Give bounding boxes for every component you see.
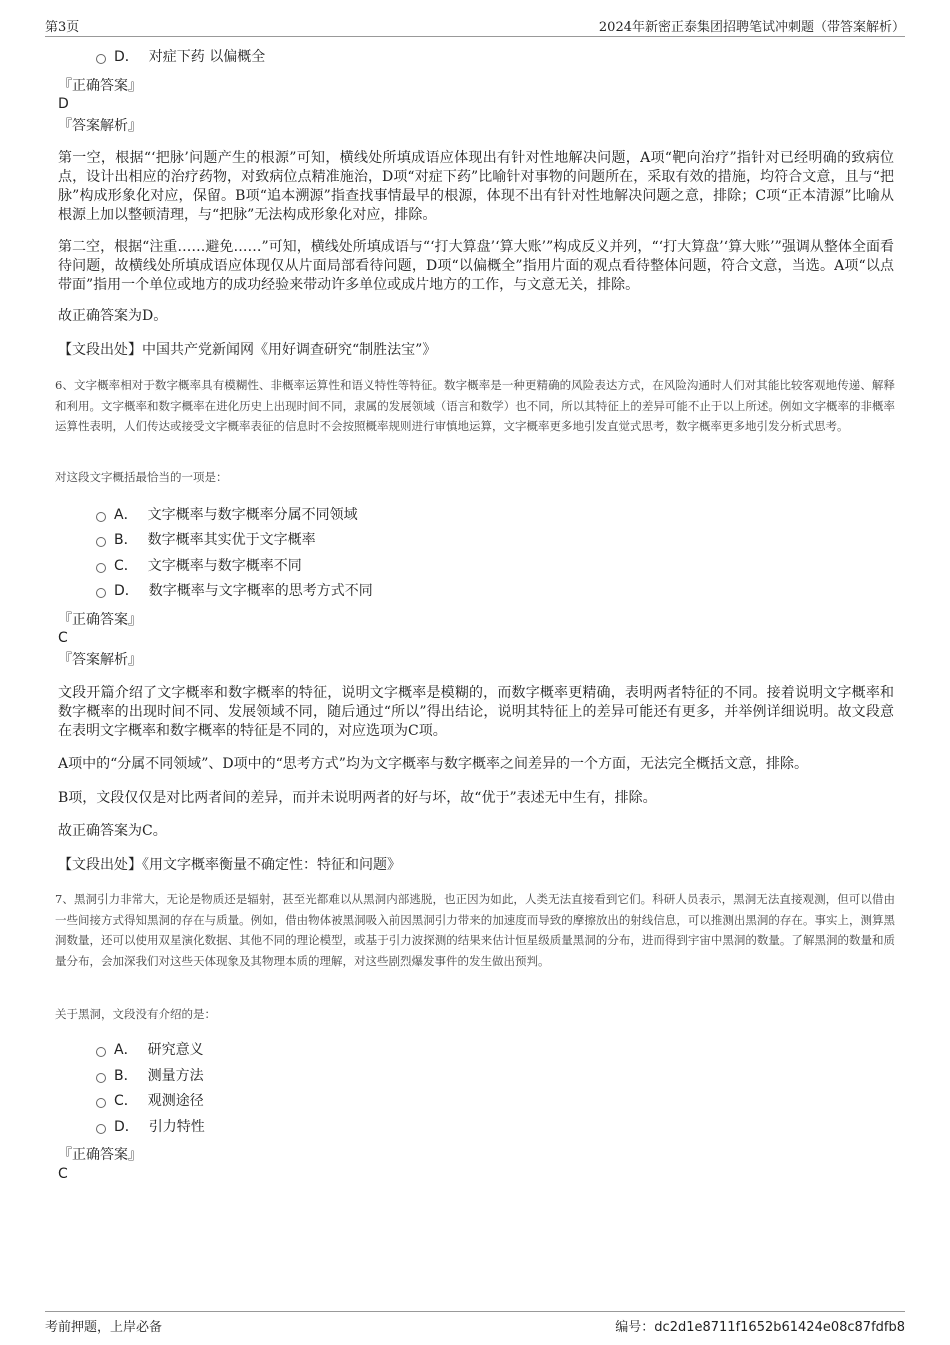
option-letter: A． [114, 1042, 138, 1058]
option-text: 研究意义 [147, 1042, 204, 1058]
question-stem: 7、黑洞引力非常大，无论是物质还是辐射，甚至光都难以从黑洞内部逃脱，也正因为如此，人类无法直接看到它们。科研人员表示，黑洞无法直接观测，但可以借由一些间接方式得知黑洞的存在与质量。例如，借由物体被黑洞吸入前因黑洞引力带来的加速度而导致的摩擦放出的射线信息，可以推测出黑洞的存在。事实上，测算黑洞数量，还可以使用双星演化数据、其他不同的理论模型，或基于引力波探测的结果来估计恒星级质量黑洞的分布，进而得到宇宙中黑洞的数量。了解黑洞的数量和质量分布，会加深我们对这些天体现象及其物理本质的理解，对这些剧烈爆发事件的发生做出预判。 [55, 892, 895, 968]
analysis-paragraph: A项中的“分属不同领域”、D项中的“思考方式”均为文字概率与数字概率之间差异的一个方面，无法完全概括文意，排除。 [58, 756, 808, 772]
radio-icon[interactable] [96, 1073, 106, 1083]
option-letter: B． [114, 1068, 138, 1084]
correct-answer: D [58, 96, 69, 112]
page-header [45, 14, 905, 37]
footer-slogan: 考前押题，上岸必备 [45, 1320, 163, 1335]
q7-option-c[interactable] [96, 1091, 204, 1111]
q7-option-b[interactable] [96, 1066, 204, 1086]
option-text: 对症下药 以偏概全 [148, 49, 266, 65]
analysis-conclusion: 故正确答案为C。 [58, 823, 167, 839]
option-text: 数字概率与文字概率的思考方式不同 [148, 583, 373, 599]
option-text: 文字概率与数字概率不同 [147, 558, 302, 574]
option-letter: D． [114, 1119, 139, 1135]
option-text: 数字概率其实优于文字概率 [147, 532, 316, 548]
analysis-label: 『答案解析』 [58, 652, 142, 668]
correct-answer-label: 『正确答案』 [58, 1147, 142, 1163]
q5-option-d[interactable] [96, 47, 265, 67]
correct-answer: C [58, 630, 68, 646]
q7-option-a[interactable] [96, 1040, 204, 1060]
radio-icon[interactable] [96, 54, 106, 64]
q7-option-d[interactable] [96, 1117, 205, 1137]
radio-icon[interactable] [96, 512, 106, 522]
option-text: 引力特性 [148, 1119, 205, 1135]
page-footer [45, 1311, 905, 1334]
source-citation: 【文段出处】《用文字概率衡量不确定性：特征和问题》 [58, 857, 401, 873]
correct-answer-label: 『正确答案』 [58, 78, 142, 94]
serial-number [615, 1316, 905, 1335]
correct-answer-label: 『正确答案』 [58, 612, 142, 628]
analysis-conclusion: 故正确答案为D。 [58, 308, 168, 324]
question-prompt: 对这段文字概括最恰当的一项是： [55, 470, 228, 484]
q6-option-b[interactable] [96, 530, 316, 550]
radio-icon[interactable] [96, 1047, 106, 1057]
question-prompt: 关于黑洞，文段没有介绍的是： [55, 1007, 216, 1021]
serial-value: dc2d1e8711f1652b61424e08c87fdfb8 [654, 1320, 905, 1335]
analysis-label: 『答案解析』 [58, 118, 142, 134]
page-number: 第3页 [45, 20, 80, 35]
document-title: 2024年新密正泰集团招聘笔试冲刺题（带答案解析） [598, 20, 905, 35]
analysis-paragraph: 第一空，根据“‘把脉’问题产生的根源”可知，横线处所填成语应体现出有针对性地解决问题，A项“靶向治疗”指针对已经明确的致病位点，设计出相应的治疗药物，对致病位点精准施治，D项“对症下药”比喻针对事物的问题所在，采取有效的措施，均符合文意，且与“把脉”构成形象化对应，保留。B项“追本溯源”指查找事情最早的根源，体现不出有针对性地解决问题之意，排除；C项“正本清源”比喻从根源上加以整顿清理，与“把脉”无法构成形象化对应，排除。 [58, 150, 894, 223]
radio-icon[interactable] [96, 563, 106, 573]
question-stem: 6、文字概率相对于数字概率具有模糊性、非概率运算性和语义特性等特征。数字概率是一种更精确的风险表达方式，在风险沟通时人们对其能比较客观地传递、解释和利用。文字概率和数字概率在进化历史上出现时间不同，隶属的发展领域（语言和数学）也不同，所以其特征上的差异可能不止于以上所述。例如文字概率的非概率运算性表明，人们传达或接受文字概率表征的信息时不会按照概率规则进行审慎地运算，文字概率更多地引发直觉式思考，数字概率更多地引发分析式思考。 [55, 378, 895, 433]
radio-icon[interactable] [96, 1124, 106, 1134]
correct-answer: C [58, 1166, 68, 1182]
option-letter: C． [114, 1093, 138, 1109]
option-text: 测量方法 [147, 1068, 204, 1084]
option-text: 观测途径 [147, 1093, 204, 1109]
option-letter: B． [114, 532, 138, 548]
option-letter: D． [114, 49, 139, 65]
q6-option-a[interactable] [96, 505, 358, 525]
option-letter: D． [114, 583, 139, 599]
option-letter: C． [114, 558, 138, 574]
analysis-paragraph: 第二空，根据“注重……避免……”可知，横线处所填成语与“‘打大算盘’‘算大账’”构成反义并列，“‘打大算盘’‘算大账’”强调从整体全面看待问题，故横线处所填成语应体现仅从片面局部看待问题，D项“以偏概全”指用片面的观点看待整体问题，符合文意，当选。A项“以点带面”指用一个单位或地方的成功经验来带动许多单位或成片地方的工作，与文意无关，排除。 [58, 239, 894, 293]
radio-icon[interactable] [96, 537, 106, 547]
source-citation: 【文段出处】中国共产党新闻网《用好调查研究“制胜法宝”》 [58, 342, 437, 358]
option-letter: A． [114, 507, 138, 523]
serial-label: 编号： [615, 1320, 655, 1335]
analysis-paragraph: B项，文段仅仅是对比两者间的差异，而并未说明两者的好与坏，故“优于”表述无中生有，排除。 [58, 790, 657, 806]
analysis-paragraph: 文段开篇介绍了文字概率和数字概率的特征，说明文字概率是模糊的，而数字概率更精确，表明两者特征的不同。接着说明文字概率和数字概率的出现时间不同、发展领域不同，随后通过“所以”得出结论，说明其特征上的差异可能还有更多，并举例详细说明。故文段意在表明文字概率和数字概率的特征是不同的，对应选项为C项。 [58, 685, 894, 739]
radio-icon[interactable] [96, 588, 106, 598]
radio-icon[interactable] [96, 1098, 106, 1108]
q6-option-c[interactable] [96, 556, 302, 576]
option-text: 文字概率与数字概率分属不同领域 [147, 507, 358, 523]
q6-option-d[interactable] [96, 581, 373, 601]
